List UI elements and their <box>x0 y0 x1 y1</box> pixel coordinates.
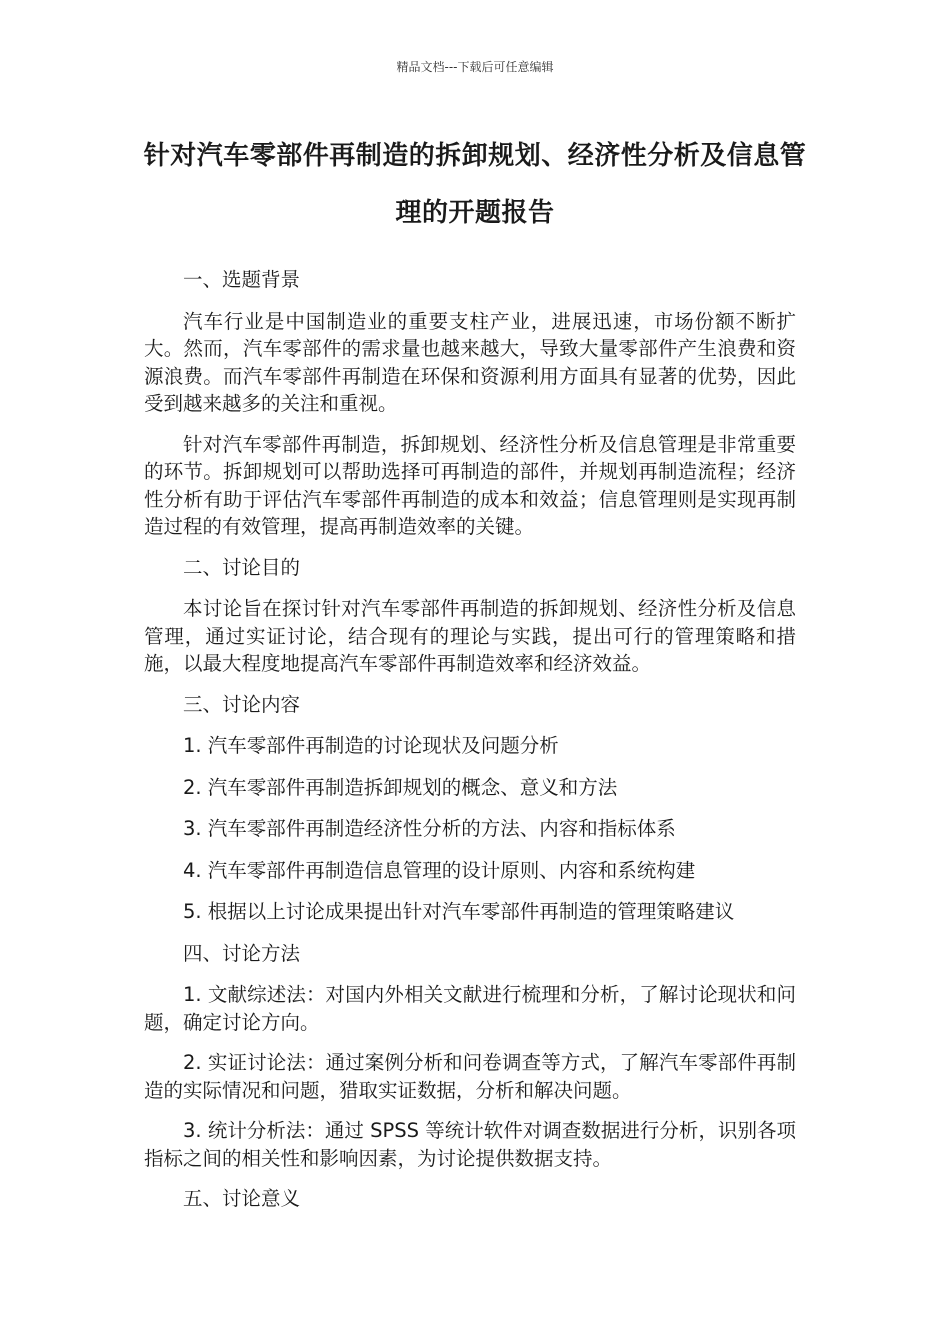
document-title: 针对汽车零部件再制造的拆卸规划、经济性分析及信息管理的开题报告 <box>143 141 807 228</box>
list-item: 3. 汽车零部件再制造经济性分析的方法、内容和指标体系 <box>183 817 676 840</box>
section-heading: 五、讨论意义 <box>183 1187 301 1210</box>
paragraph: 汽车行业是中国制造业的重要支柱产业，进展迅速，市场份额不断扩大。然而，汽车零部件的需求量也越来越大，导致大量零部件产生浪费和资源浪费。而汽车零部件再制造在环保和资源利用方面具有显著的优势，因此受到越来越多的关注和重视。 <box>144 309 796 415</box>
list-item: 5. 根据以上讨论成果提出针对汽车零部件再制造的管理策略建议 <box>183 900 735 923</box>
section-heading: 四、讨论方法 <box>183 941 301 965</box>
paragraph: 针对汽车零部件再制造，拆卸规划、经济性分析及信息管理是非常重要的环节。拆卸规划可以帮助选择可再制造的部件，并规划再制造流程；经济性分析有助于评估汽车零部件再制造的成本和效益；信息管理则是实现再制造过程的有效管理，提高再制造效率的关键。 <box>144 432 796 538</box>
list-item: 1. 汽车零部件再制造的讨论现状及问题分析 <box>183 734 559 757</box>
list-item: 4. 汽车零部件再制造信息管理的设计原则、内容和系统构建 <box>183 858 696 882</box>
section-heading: 一、选题背景 <box>183 268 301 291</box>
header-note: 精品文档---下载后可任意编辑 <box>396 60 554 74</box>
section-heading: 三、讨论内容 <box>183 692 301 716</box>
document-body <box>144 266 796 1227</box>
section-heading: 二、讨论目的 <box>183 555 301 579</box>
method-paragraph: 2. 实证讨论法：通过案例分析和问卷调查等方式，了解汽车零部件再制造的实际情况和问题，猎取实证数据，分析和解决问题。 <box>144 1051 796 1102</box>
list-item: 2. 汽车零部件再制造拆卸规划的概念、意义和方法 <box>183 775 618 799</box>
method-paragraph: 3. 统计分析法：通过 SPSS 等统计软件对调查数据进行分析，识别各项指标之间的相关性和影响因素，为讨论提供数据支持。 <box>144 1119 796 1170</box>
method-paragraph: 1. 文献综述法：对国内外相关文献进行梳理和分析，了解讨论现状和问题，确定讨论方向。 <box>144 983 796 1034</box>
paragraph: 本讨论旨在探讨针对汽车零部件再制造的拆卸规划、经济性分析及信息管理，通过实证讨论，结合现有的理论与实践，提出可行的管理策略和措施，以最大程度地提高汽车零部件再制造效率和经济效益。 <box>144 597 796 675</box>
